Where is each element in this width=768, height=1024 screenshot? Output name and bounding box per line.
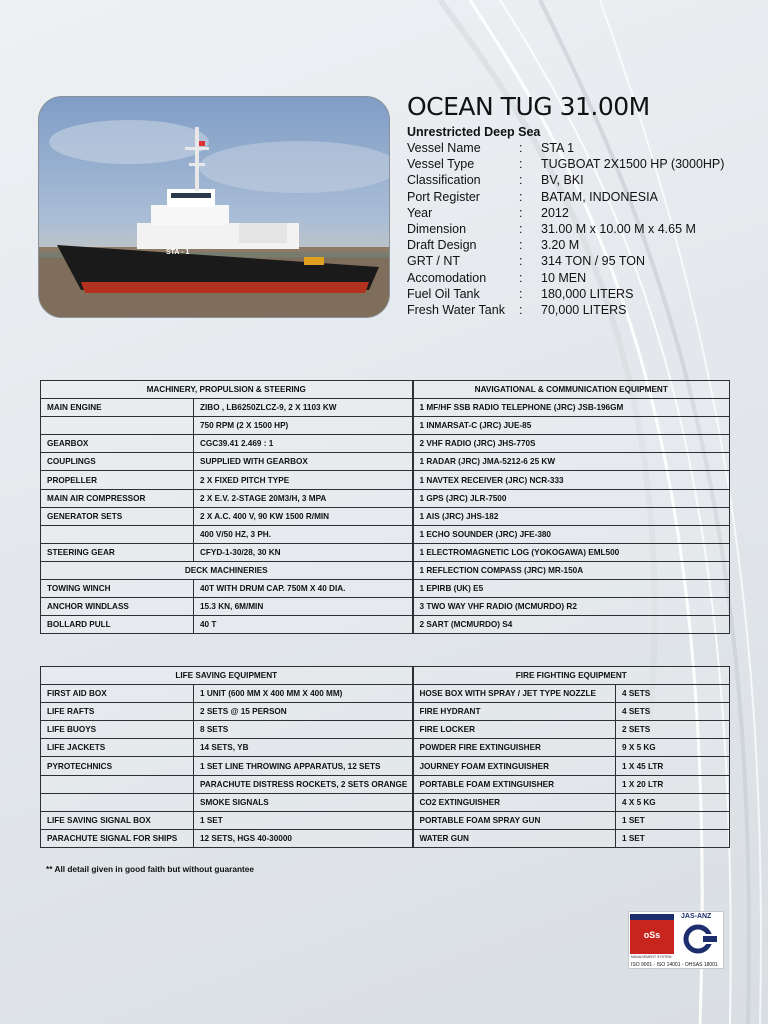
table-cell: GEARBOX — [41, 435, 194, 453]
page-subtitle: Unrestricted Deep Sea — [407, 125, 541, 139]
table-cell: 2 SART (MCMURDO) S4 — [413, 616, 730, 634]
spec-key: Vessel Name — [407, 141, 481, 155]
vessel-photo — [38, 96, 390, 318]
table-cell: 1 ELECTROMAGNETIC LOG (YOKOGAWA) EML500 — [413, 543, 730, 561]
disclaimer-note: ** All detail given in good faith but without guarantee — [46, 864, 255, 874]
spec-key: Draft Design — [407, 238, 477, 253]
table-cell: LIFE RAFTS — [41, 703, 194, 721]
spec-key: Accomodation — [407, 270, 487, 285]
spec-key: Dimension — [407, 222, 467, 237]
spec-value: 3.20 M — [541, 238, 580, 253]
spec-value: 2012 — [541, 205, 569, 220]
table-row — [41, 811, 730, 829]
table-cell: FIRE LOCKER — [413, 721, 616, 739]
lifesaving-header: LIFE SAVING EQUIPMENT — [41, 667, 413, 685]
table-cell: 1 GPS (JRC) JLR-7500 — [413, 489, 730, 507]
table-cell: MAIN ENGINE — [41, 399, 194, 417]
spec-row — [407, 140, 747, 156]
table-cell: ZIBO , LB6250ZLCZ-9, 2 X 1103 KW — [194, 399, 413, 417]
table-cell: PORTABLE FOAM SPRAY GUN — [413, 811, 616, 829]
table-cell: BOLLARD PULL — [41, 616, 194, 634]
table-cell: 1 X 20 LTR — [616, 775, 730, 793]
table-cell: TOWING WINCH — [41, 580, 194, 598]
table-cell: JOURNEY FOAM EXTINGUISHER — [413, 757, 616, 775]
table-cell: 2 SETS — [616, 721, 730, 739]
spec-colon: : — [519, 254, 523, 269]
table-cell: SMOKE SIGNALS — [194, 793, 413, 811]
table-cell: 1 SET — [616, 811, 730, 829]
management-system-label: MANAGEMENT SYSTEM — [631, 955, 672, 959]
spec-value: BV, BKI — [541, 173, 584, 188]
spec-key: Port Register — [407, 189, 480, 204]
jas-anz-label: JAS-ANZ — [681, 913, 712, 920]
firefighting-header: FIRE FIGHTING EQUIPMENT — [413, 667, 730, 685]
spec-value: 70,000 LITERS — [541, 303, 627, 318]
spec-row — [407, 270, 747, 286]
table-cell: 3 TWO WAY VHF RADIO (MCMURDO) R2 — [413, 598, 730, 616]
table-row — [41, 703, 730, 721]
table-cell: 1 REFLECTION COMPASS (JRC) MR-150A — [413, 561, 730, 579]
table-row — [41, 580, 730, 598]
table-cell: WATER GUN — [413, 829, 616, 847]
table-cell: 1 INMARSAT-C (JRC) JUE-85 — [413, 417, 730, 435]
table-cell: CGC39.41 2.469 : 1 — [194, 435, 413, 453]
spec-key: Fresh Water Tank — [407, 303, 505, 318]
lifesaving-firefighting-table — [40, 666, 730, 848]
table-cell: 14 SETS, YB — [194, 739, 413, 757]
table-cell: PROPELLER — [41, 471, 194, 489]
spec-key: Vessel Type — [407, 157, 475, 172]
spec-value: 180,000 LITERS — [541, 286, 634, 301]
table-row — [41, 685, 730, 703]
table-cell: 4 SETS — [616, 685, 730, 703]
table-row — [41, 507, 730, 525]
spec-value: BATAM, INDONESIA — [541, 189, 658, 204]
table-cell — [41, 793, 194, 811]
table-cell: CFYD-1-30/28, 30 KN — [194, 543, 413, 561]
spec-key: Classification — [407, 173, 481, 188]
table-row — [41, 525, 730, 543]
table-cell: 400 V/50 HZ, 3 PH. — [194, 525, 413, 543]
table-row — [41, 453, 730, 471]
spec-row — [407, 237, 747, 253]
spec-row — [407, 253, 747, 269]
table-cell: 2 X A.C. 400 V, 90 KW 1500 R/MIN — [194, 507, 413, 525]
table-cell: LIFE JACKETS — [41, 739, 194, 757]
table-cell: FIRST AID BOX — [41, 685, 194, 703]
machinery-navigation-table — [40, 380, 730, 634]
table-cell: MAIN AIR COMPRESSOR — [41, 489, 194, 507]
spec-key: Fuel Oil Tank — [407, 286, 480, 301]
spec-colon: : — [519, 141, 523, 155]
spec-row — [407, 189, 747, 205]
table-cell: 12 SETS, HGS 40-30000 — [194, 829, 413, 847]
spec-row — [407, 286, 747, 302]
spec-row — [407, 221, 747, 237]
navigation-header: NAVIGATIONAL & COMMUNICATION EQUIPMENT — [413, 381, 730, 399]
spec-colon: : — [519, 189, 523, 204]
table-cell: PARACHUTE SIGNAL FOR SHIPS — [41, 829, 194, 847]
spec-value: STA 1 — [541, 141, 575, 155]
iso-certification-line: ISO 9001 - ISO 14001 - OHSAS 18001 — [631, 962, 718, 968]
table-cell: 2 X E.V. 2-STAGE 20M3/H, 3 MPA — [194, 489, 413, 507]
spec-key: GRT / NT — [407, 254, 461, 269]
spec-value: 31.00 M x 10.00 M x 4.65 M — [541, 222, 696, 237]
table-cell: 1 MF/HF SSB RADIO TELEPHONE (JRC) JSB-196GM — [413, 399, 730, 417]
table-cell: 1 SET LINE THROWING APPARATUS, 12 SETS — [194, 757, 413, 775]
spec-value: TUGBOAT 2X1500 HP (3000HP) — [541, 157, 725, 172]
table-cell: 1 SET — [194, 811, 413, 829]
table-cell: 4 X 5 KG — [616, 793, 730, 811]
table-cell: 1 ECHO SOUNDER (JRC) JFE-380 — [413, 525, 730, 543]
table-cell: ANCHOR WINDLASS — [41, 598, 194, 616]
spec-value: 10 MEN — [541, 270, 587, 285]
table-cell: 1 UNIT (600 MM X 400 MM X 400 MM) — [194, 685, 413, 703]
table-row — [41, 417, 730, 435]
table-cell: PYROTECHNICS — [41, 757, 194, 775]
table-cell: STEERING GEAR — [41, 543, 194, 561]
vessel-spec-panel — [407, 92, 747, 318]
spec-key: Year — [407, 205, 433, 220]
certification-logos — [628, 911, 724, 969]
spec-colon: : — [519, 222, 523, 237]
table-cell: 1 EPIRB (UK) E5 — [413, 580, 730, 598]
jas-anz-logo-icon — [681, 924, 721, 954]
spec-colon: : — [519, 157, 523, 172]
table-cell: POWDER FIRE EXTINGUISHER — [413, 739, 616, 757]
table-cell: 40T WITH DRUM CAP. 750M X 40 DIA. — [194, 580, 413, 598]
table-cell: LIFE BUOYS — [41, 721, 194, 739]
table-cell: 2 VHF RADIO (JRC) JHS-770S — [413, 435, 730, 453]
table-cell: SUPPLIED WITH GEARBOX — [194, 453, 413, 471]
table-cell — [41, 525, 194, 543]
hull-name-label: STA - 1 — [166, 249, 190, 256]
table-row — [41, 721, 730, 739]
table-row — [41, 775, 730, 793]
table-row — [41, 793, 730, 811]
table-cell: 9 X 5 KG — [616, 739, 730, 757]
table-cell: CO2 EXTINGUISHER — [413, 793, 616, 811]
spec-value: 314 TON / 95 TON — [541, 254, 645, 269]
table-cell — [41, 775, 194, 793]
table-header-row — [41, 667, 730, 685]
table-cell: 1 AIS (JRC) JHS-182 — [413, 507, 730, 525]
table-cell: 4 SETS — [616, 703, 730, 721]
table-cell: 1 X 45 LTR — [616, 757, 730, 775]
table-row — [41, 489, 730, 507]
oss-logo — [630, 914, 674, 954]
table-cell: 2 X FIXED PITCH TYPE — [194, 471, 413, 489]
table-row — [41, 471, 730, 489]
spec-row — [407, 302, 747, 318]
table-row — [41, 598, 730, 616]
table-cell: FIRE HYDRANT — [413, 703, 616, 721]
spec-row — [407, 205, 747, 221]
table-cell: 1 NAVTEX RECEIVER (JRC) NCR-333 — [413, 471, 730, 489]
spec-colon: : — [519, 286, 523, 301]
spec-colon: : — [519, 205, 523, 220]
deck-machineries-header: DECK MACHINERIES — [41, 561, 413, 579]
table-subheader-row — [41, 561, 730, 579]
table-row — [41, 435, 730, 453]
table-cell: 40 T — [194, 616, 413, 634]
spec-colon: : — [519, 303, 523, 318]
spec-colon: : — [519, 173, 523, 188]
spec-row — [407, 156, 747, 172]
table-cell: PORTABLE FOAM EXTINGUISHER — [413, 775, 616, 793]
table-row — [41, 399, 730, 417]
table-row — [41, 829, 730, 847]
table-cell: LIFE SAVING SIGNAL BOX — [41, 811, 194, 829]
table-cell: COUPLINGS — [41, 453, 194, 471]
table-row — [41, 757, 730, 775]
page-title: OCEAN TUG 31.00M — [407, 92, 650, 121]
table-header-row — [41, 381, 730, 399]
oss-logo-label: oSs — [643, 930, 661, 940]
spec-colon: : — [519, 270, 523, 285]
table-cell: 1 RADAR (JRC) JMA-5212-6 25 KW — [413, 453, 730, 471]
table-row — [41, 739, 730, 757]
table-cell — [41, 417, 194, 435]
table-cell: 2 SETS @ 15 PERSON — [194, 703, 413, 721]
table-cell: GENERATOR SETS — [41, 507, 194, 525]
spec-row — [407, 172, 747, 188]
machinery-header: MACHINERY, PROPULSION & STEERING — [41, 381, 413, 399]
table-cell: 15.3 KN, 6M/MIN — [194, 598, 413, 616]
table-cell: 1 SET — [616, 829, 730, 847]
table-cell: HOSE BOX WITH SPRAY / JET TYPE NOZZLE — [413, 685, 616, 703]
spec-list — [407, 140, 747, 318]
table-cell: 750 RPM (2 X 1500 HP) — [194, 417, 413, 435]
table-row — [41, 616, 730, 634]
table-cell: 8 SETS — [194, 721, 413, 739]
table-row — [41, 543, 730, 561]
table-cell: PARACHUTE DISTRESS ROCKETS, 2 SETS ORANGE — [194, 775, 413, 793]
spec-colon: : — [519, 238, 523, 253]
